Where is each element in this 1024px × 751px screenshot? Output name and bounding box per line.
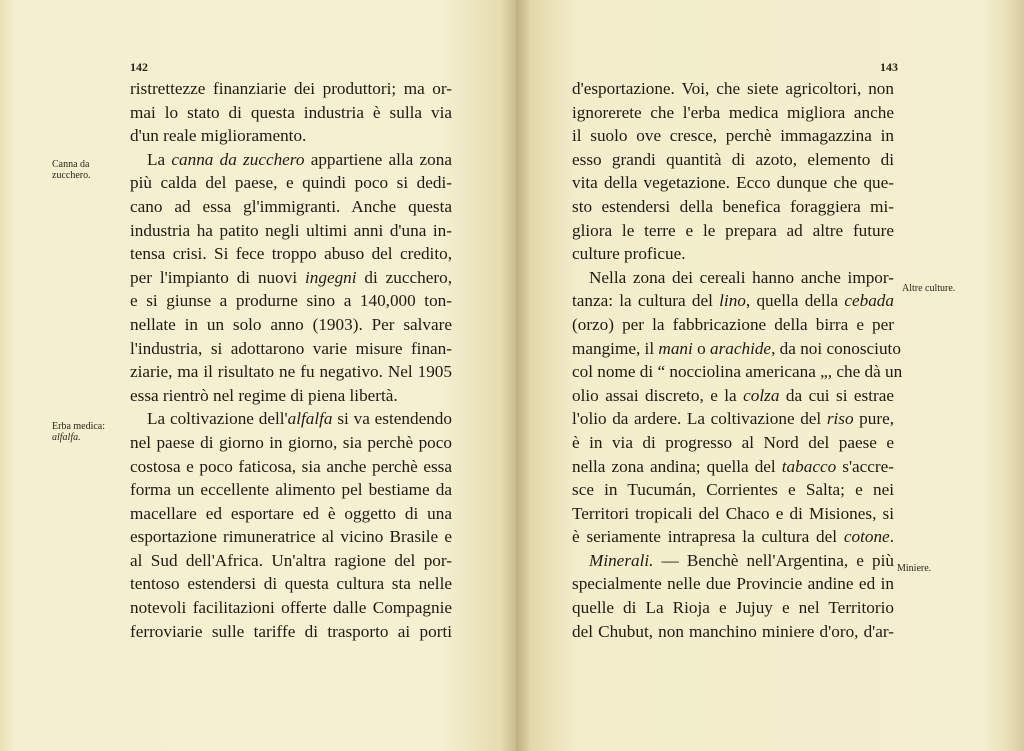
text-segment: nellate in un solo anno (1903). Per salvare	[130, 314, 452, 334]
text-line	[130, 525, 452, 549]
text-line	[130, 313, 452, 337]
text-line	[130, 478, 452, 502]
text-line	[130, 266, 452, 290]
text-segment: olio assai discreto, e la	[572, 385, 744, 405]
text-line	[572, 101, 894, 125]
text-segment: tentoso estendersi di questa cultura sta nelle	[130, 574, 452, 594]
text-segment: culture proficue.	[572, 244, 686, 264]
note-line	[52, 421, 105, 432]
text-segment: nel paese di giorno in giorno, sia perchè poco	[130, 432, 452, 452]
text-line	[130, 360, 452, 384]
text-line	[572, 289, 894, 313]
text-segment: o	[692, 338, 710, 358]
text-segment: , quella della	[745, 291, 845, 311]
italic-text: arachide	[709, 338, 772, 358]
text-segment: , da noi conosciuto	[771, 338, 901, 358]
text-segment: notevoli facilitazioni offerte dalle Compagnie	[130, 598, 452, 618]
text-segment: La	[147, 149, 172, 169]
text-line	[572, 266, 894, 290]
text-line	[130, 572, 452, 596]
note-line	[897, 563, 931, 574]
text-segment: (orzo) per la fabbricazione della birra e per	[572, 314, 894, 334]
text-segment: il suolo ove cresce, perchè immagazzina in	[572, 126, 894, 146]
text-segment: .	[889, 527, 894, 547]
text-line	[572, 171, 894, 195]
text-segment: s'accre-	[836, 456, 894, 476]
text-segment: ignorerete che l'erba medica migliora anche	[572, 102, 894, 122]
italic-text: riso	[826, 409, 854, 429]
page-body-text	[572, 77, 903, 643]
text-line	[130, 455, 452, 479]
text-line	[572, 337, 901, 361]
text-segment: pure,	[853, 409, 895, 429]
text-segment: costosa e poco faticosa, sia anche perchè essa	[130, 456, 452, 476]
text-line	[572, 148, 894, 172]
text-line	[130, 289, 452, 313]
text-line	[130, 620, 452, 644]
margin-note-canna-da-zucchero	[52, 159, 91, 181]
text-line	[572, 360, 903, 384]
page-number: 143	[880, 60, 898, 74]
text-segment: da cui si estrae	[779, 385, 895, 405]
note-line	[52, 159, 91, 170]
text-segment: è in via di progresso al Nord del paese e	[572, 432, 894, 452]
text-line	[572, 502, 894, 526]
text-line	[130, 502, 452, 526]
text-segment: di zucchero,	[356, 267, 452, 287]
text-segment: specialmente nelle due Provincie andine ed in	[572, 574, 894, 594]
text-segment: l'industria, si adottarono varie misure finan-	[130, 338, 452, 358]
text-line	[130, 219, 452, 243]
text-segment: mai lo stato di questa industria è sulla via	[130, 102, 452, 122]
text-segment: cano ad essa gl'immigranti. Anche questa	[130, 196, 452, 216]
italic-text: alfalfa.	[52, 432, 81, 443]
italic-text: colza	[743, 385, 780, 405]
text-line	[130, 195, 452, 219]
text-segment: essa rientrò nel regime di piena libertà.	[130, 385, 398, 405]
page-body-text	[130, 77, 452, 643]
text-line	[130, 124, 452, 148]
text-segment: forma un eccellente alimento pel bestiame da	[130, 480, 452, 500]
text-line	[572, 219, 894, 243]
text-segment: gliora le terre e le prepara ad altre future	[572, 220, 894, 240]
text-segment: l'olio da ardere. La coltivazione del	[572, 409, 827, 429]
text-segment: esso grandi quantità di azoto, elemento di	[572, 149, 894, 169]
text-line	[130, 337, 452, 361]
text-segment: del Chubut, non manchino miniere d'oro, d'ar-	[572, 621, 894, 641]
italic-text: lino	[719, 291, 746, 311]
text-segment: vita della vegetazione. Ecco dunque che que-	[572, 173, 894, 193]
text-line	[130, 148, 452, 172]
text-segment: ristrettezze finanziarie dei produttori; ma or-	[130, 79, 452, 98]
text-line	[130, 242, 452, 266]
text-segment: tensa crisi. Si fece troppo abuso del credito,	[130, 244, 452, 264]
italic-text: ingegni	[304, 267, 357, 287]
text-segment: Erba medica:	[52, 421, 106, 432]
text-line	[130, 596, 452, 620]
text-segment: nella zona andina; quella del	[572, 456, 782, 476]
italic-text: cebada	[844, 291, 894, 311]
text-segment: industria ha patito negli ultimi anni d'una in-	[130, 220, 452, 240]
text-segment: ziarie, ma il risultato ne fu negativo. Nel 1905	[130, 362, 452, 382]
text-segment: appartiene alla zona	[304, 149, 452, 169]
text-segment: — Benchè nell'Argentina, e più	[653, 550, 894, 570]
text-segment: mangime, il	[572, 338, 659, 358]
text-line	[130, 171, 452, 195]
note-line	[52, 432, 105, 443]
italic-text: tabacco	[781, 456, 837, 476]
text-line	[572, 525, 894, 549]
margin-note-miniere	[897, 563, 931, 574]
text-line	[572, 124, 894, 148]
text-line	[130, 549, 452, 573]
right-page	[516, 0, 1024, 751]
italic-text: Minerali.	[589, 550, 654, 570]
text-segment: zucchero.	[52, 170, 91, 181]
text-segment: sce in Tucumán, Corrientes e Salta; e nei	[572, 480, 894, 500]
text-line	[130, 407, 452, 431]
text-segment: Miniere.	[897, 563, 932, 574]
text-line	[572, 620, 894, 644]
text-line	[130, 431, 452, 455]
text-line	[572, 77, 894, 101]
text-segment: La coltivazione dell'	[147, 409, 288, 429]
text-line	[130, 101, 452, 125]
text-line	[130, 384, 452, 408]
italic-text: cotone	[843, 527, 890, 547]
italic-text: mani	[658, 338, 693, 358]
text-line	[572, 549, 894, 573]
text-line	[572, 407, 894, 431]
text-line	[572, 572, 894, 596]
text-segment: ferroviarie sulle tariffe di trasporto ai porti	[130, 621, 452, 641]
text-line	[572, 455, 894, 479]
margin-note-altre-culture	[902, 283, 955, 294]
text-line	[572, 195, 894, 219]
text-segment: al Sud dell'Africa. Un'altra ragione del por-	[130, 550, 452, 570]
text-segment: Nella zona dei cereali hanno anche impor-	[589, 267, 894, 287]
text-segment: per l'impianto di nuovi	[130, 267, 305, 287]
text-segment: Canna da	[52, 159, 90, 170]
text-segment: quelle di La Rioja e Jujuy e nel Territorio	[572, 598, 894, 618]
text-line	[572, 596, 894, 620]
text-segment: d'esportazione. Voi, che siete agricoltori, non	[572, 79, 894, 98]
margin-note-erba-medica	[52, 421, 105, 443]
italic-text: canna da zucchero	[171, 149, 305, 169]
text-line	[572, 478, 894, 502]
note-line	[902, 283, 955, 294]
text-segment: e si giunse a produrne sino a 140,000 ton-	[130, 291, 452, 311]
text-segment: è seriamente intrapresa la cultura del	[572, 527, 844, 547]
text-segment: d'un reale miglioramento.	[130, 126, 307, 146]
text-segment: macellare ed esportare ed è oggetto di una	[130, 503, 452, 523]
text-segment: col nome di “ nocciolina americana „, che dà un	[572, 362, 903, 382]
text-line	[572, 431, 894, 455]
text-segment: tanza: la cultura del	[572, 291, 720, 311]
italic-text: alfalfa	[287, 409, 333, 429]
text-segment: esportazione rimuneratrice al vicino Brasile e	[130, 527, 452, 547]
text-segment: si va estendendo	[332, 409, 452, 429]
text-segment: sto estendersi della benefica foraggiera mi-	[572, 196, 894, 216]
text-line	[572, 242, 894, 266]
text-line	[572, 313, 894, 337]
text-segment: Territori tropicali del Chaco e di Misiones, si	[572, 503, 894, 523]
page-number: 142	[130, 60, 148, 74]
text-segment: più calda del paese, e quindi poco si dedi-	[130, 173, 452, 193]
text-segment: Altre culture.	[902, 283, 956, 294]
text-line	[130, 77, 452, 101]
text-line	[572, 384, 894, 408]
note-line	[52, 170, 91, 181]
